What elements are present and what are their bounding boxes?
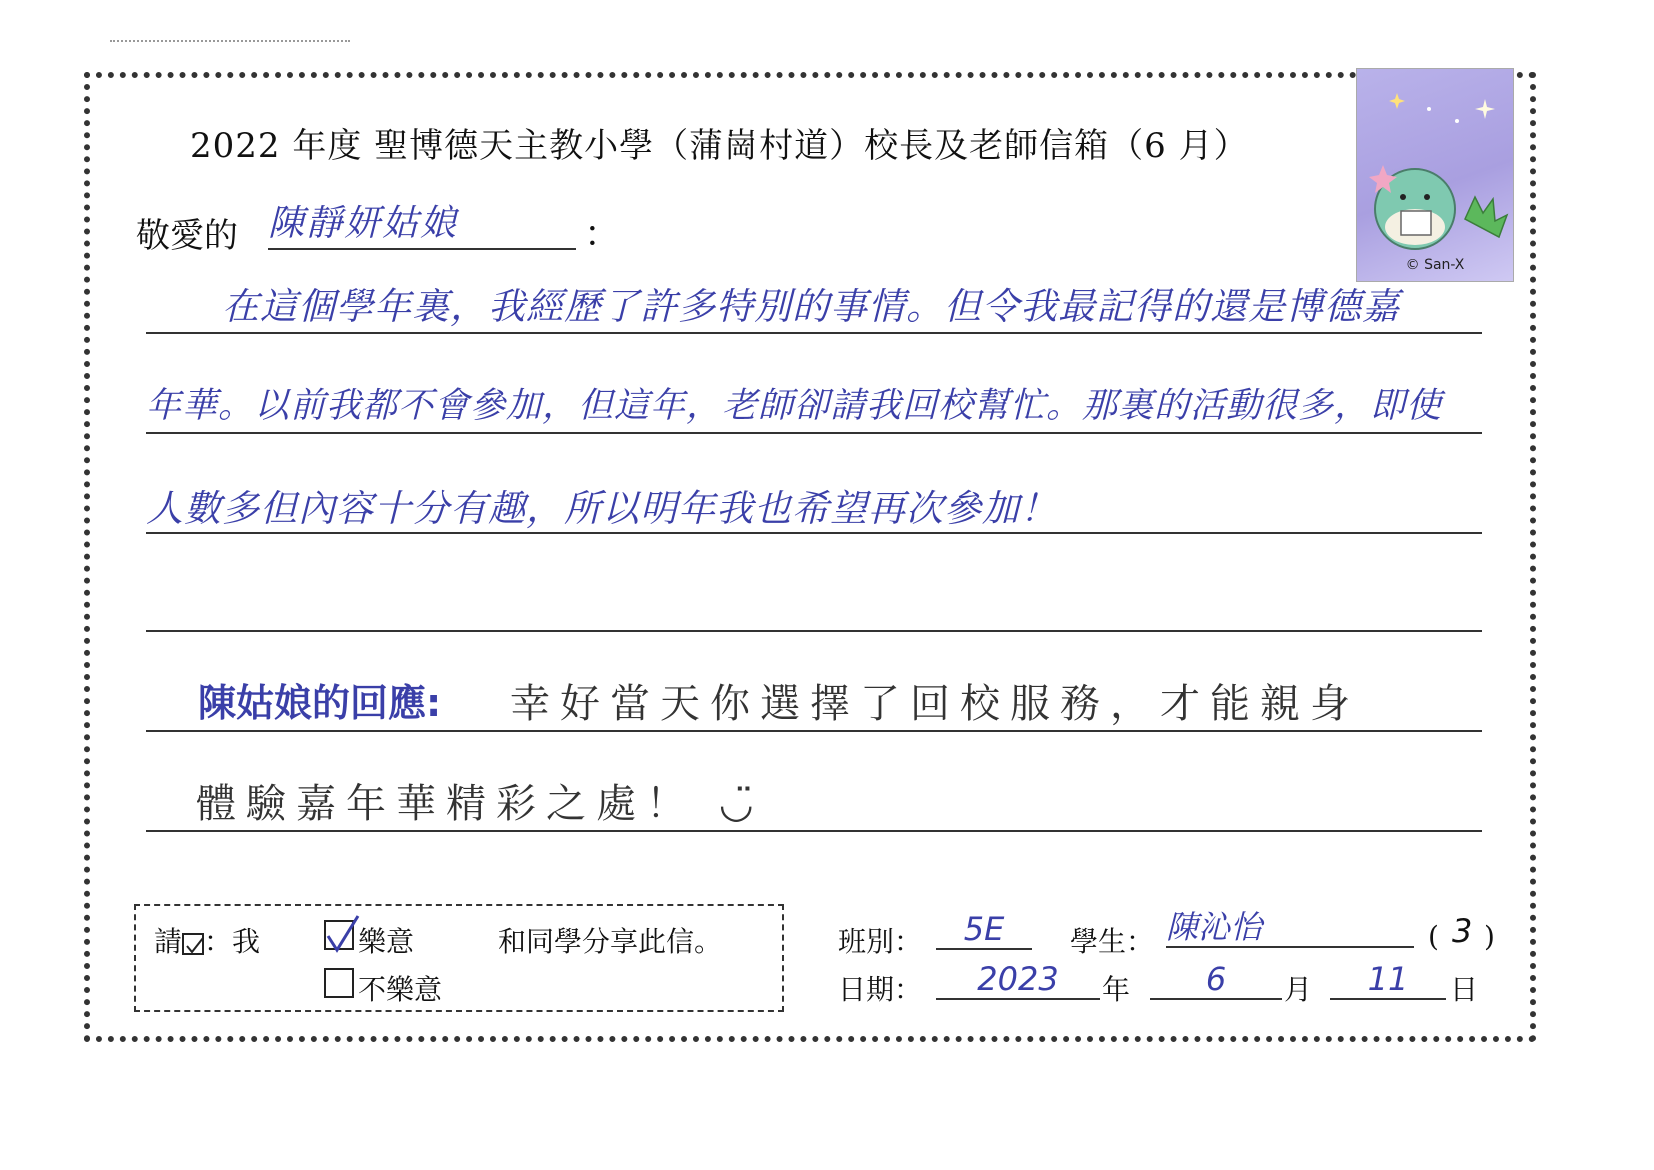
disagree-checkbox[interactable] [324,968,354,998]
month-field: 6 [1150,960,1282,1000]
class-label: 班別： [838,925,923,958]
year-unit: 年 [1102,973,1131,1006]
form-title: 2022 年度 聖博德天主教小學（蒲崗村道）校長及老師信箱（6 月） [190,126,1249,166]
letter-line: 在這個學年裏，我經歷了許多特別的事情。但令我最記得的還是博德嘉 [222,285,1400,328]
character-sticker [1356,68,1514,282]
letter-line: 人數多但內容十分有趣，所以明年我也希望再次參加！ [146,487,1058,530]
checkbox-sample-icon [182,933,204,955]
class-number-open: ( [1428,920,1439,953]
ruled-line [146,730,1482,732]
date-label: 日期： [838,973,923,1006]
month-unit: 月 [1284,973,1313,1006]
ruled-line [146,332,1482,334]
year-field: 2023 [936,960,1100,1000]
ruled-line [146,830,1482,832]
share-prompt [154,920,260,960]
class-field: 5E [936,910,1032,950]
sticker-credit: © San-X [1405,257,1465,273]
student-name-label: 學生： [1070,925,1155,958]
salutation-label: 敬愛的 [136,216,238,256]
student-name-field: 陳沁怡 [1166,908,1414,948]
day-unit: 日 [1450,973,1479,1006]
scan-artifact [110,40,350,46]
ruled-line [146,532,1482,534]
letter-line: 年華。以前我都不會參加，但這年，老師卻請我回校幫忙。那裏的活動很多，即使 [146,386,1443,426]
agree-option-label: 樂意 [358,925,415,958]
sticker-illustration [1357,69,1513,281]
addressee-field: 陳靜妍姑娘 [268,200,576,250]
check-mark-icon [324,914,360,954]
ruled-line [146,630,1482,632]
agree-checkbox[interactable] [324,920,354,950]
salutation-colon: ： [584,214,621,255]
share-consent-box [134,904,784,1012]
share-prompt-suffix: ：我 [204,925,261,958]
share-suffix-text: 和同學分享此信。 [498,925,723,958]
reply-line: 幸好當天你選擇了回校服務，才能親身 [510,681,1360,727]
disagree-option-label: 不樂意 [358,973,443,1006]
share-prompt-prefix: 請 [154,925,183,958]
class-number-close: ) [1484,920,1495,953]
reply-line: 體驗嘉年華精彩之處！ ◡̈ [196,781,764,827]
class-number-field: 3 [1452,912,1473,950]
ruled-line [146,432,1482,434]
reply-label: 陳姑娘的回應: [198,681,442,725]
day-field: 11 [1330,960,1446,1000]
